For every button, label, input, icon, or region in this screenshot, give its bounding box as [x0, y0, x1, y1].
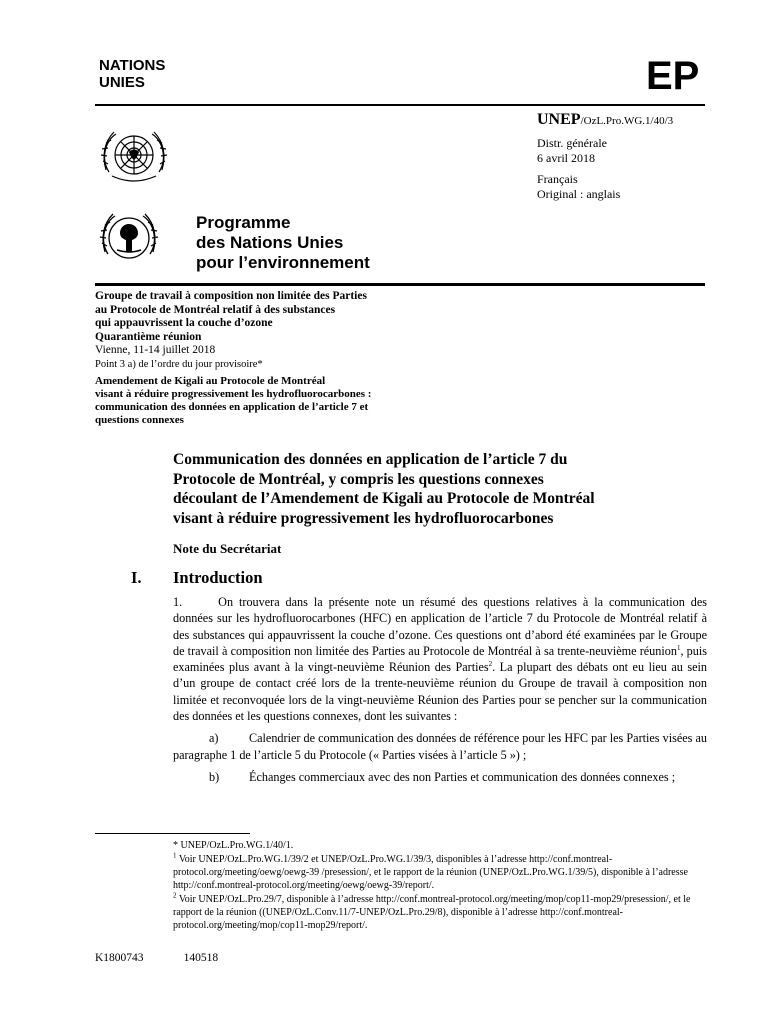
footnote-1	[173, 853, 703, 892]
paragraph-text-part-2: , puis examinées plus avant à la vingt-neuvième Réunion des Parties	[173, 643, 707, 675]
meeting-line-3: qui appauvrissent la couche d’ozone	[95, 317, 273, 329]
paragraph-1	[173, 594, 707, 724]
agenda-line-4: questions connexes	[95, 414, 184, 426]
meeting-info	[95, 290, 435, 371]
symbol-rest: /OzL.Pro.WG.1/40/3	[580, 115, 674, 127]
footnote-ref-1: 1	[676, 643, 681, 652]
title-line-2: Protocole de Montréal, y compris les questions connexes	[173, 470, 544, 488]
subitem-text: Calendrier de communication des données de référence pour les HFC par les Parties visées au paragraphe 1 de l’article 5 du Protocole (« Parties visées à l’article 5 ») ;	[173, 731, 707, 762]
footnote-mark-2: 2	[173, 891, 177, 900]
title-line-1: Communication des données en application de l’article 7 du	[173, 451, 568, 468]
document-language: Français	[537, 172, 578, 186]
agenda-point: Point 3 a) de l’ordre du jour provisoire*	[95, 358, 263, 370]
un-emblem-icon	[96, 126, 172, 190]
document-symbol	[537, 111, 673, 129]
agenda-line-3: communication des données en application de l’article 7 et	[95, 401, 369, 413]
subitem-letter: a)	[209, 731, 219, 746]
footnote-2	[173, 893, 703, 932]
program-line-3: pour l’environnement	[196, 253, 370, 272]
language-code: EP	[646, 54, 700, 98]
body-text	[173, 594, 707, 791]
job-number: K1800743	[95, 952, 144, 964]
header-rule	[95, 104, 705, 106]
subitem-a	[173, 730, 707, 763]
organization-name	[99, 57, 165, 91]
paragraph-text-part-1: On trouvera dans la présente note un résumé des questions relatives à la communication des données sur les hydrofluorocarbones (HFC) en application de l’article 7 du Protocole de Montréal relatif à des substances qui appauvrissent la couche d’ozone. Ces questions ont d’abord été examinées par le Groupe de travail à composition non limitée des Parties au Protocole de Montréal à sa trente-neuvième réunion	[173, 595, 707, 658]
footnote-mark-1: 1	[173, 851, 177, 860]
footnote-2-text: Voir UNEP/OzL.Pro.29/7, disponible à l’adresse http://conf.montreal-protocol.org/meeting/mop/cop11-mop29/presession/, et le rapport de la réunion ((UNEP/OzL.Conv.11/7-UNEP/OzL.Pro.29/8), disponible à l’adresse http://conf.montreal-protocol.org/meeting/mop/cop11-mop29/report/.	[173, 894, 691, 931]
footnote-rule	[95, 833, 250, 834]
symbol-main: UNEP	[537, 111, 581, 128]
original-language: Original : anglais	[537, 187, 621, 201]
agenda-line-2: visant à réduire progressivement les hydrofluorocarbones :	[95, 388, 372, 400]
meeting-session: Quarantième réunion	[95, 330, 202, 343]
subitem-text: Échanges commerciaux avec des non Parties et communication des données connexes ;	[249, 769, 676, 784]
org-line-1: NATIONS	[99, 57, 166, 74]
footer-code: 140518	[183, 952, 219, 964]
program-line-2: des Nations Unies	[196, 233, 344, 252]
distribution-info	[537, 136, 620, 202]
paragraph-number: 1.	[173, 595, 183, 609]
document-date: 6 avril 2018	[537, 151, 595, 165]
agenda-item-title	[95, 375, 495, 427]
footnote-1-text: Voir UNEP/OzL.Pro.WG.1/39/2 et UNEP/OzL.Pro.WG.1/39/3, disponibles à l’adresse http://conf.montreal-protocol.org/meeting/oewg/oewg-39 /presession/, et le rapport de la réunion (UNEP/OzL.Pro.WG.1/39/5), disponible à l’adresse http://conf.montreal-protocol.org/meeting/oewg/oewg-39/report/.	[173, 854, 688, 891]
title-line-3: découlant de l’Amendement de Kigali au Protocole de Montréal	[173, 490, 595, 507]
title-line-4: visant à réduire progressivement les hydrofluorocarbones	[173, 509, 554, 527]
org-line-2: UNIES	[99, 74, 145, 91]
paragraph-text-part-3: . La plupart des débats ont eu lieu au sein d’un groupe de contact créé lors de la trente-neuvième réunion du Groupe de travail à composition non limitée et reconvoquée lors de la vingt-neuvième Réunion des Parties pour se pencher sur la communication des données et les questions connexes, dont les suivantes :	[173, 660, 707, 724]
page-footer	[95, 952, 258, 964]
document-title	[173, 450, 693, 528]
program-name	[196, 213, 370, 273]
meeting-line-2: au Protocole de Montréal relatif à des substances	[95, 303, 336, 316]
footnote-ref-2: 2	[488, 660, 493, 669]
meeting-venue: Vienne, 11-14 juillet 2018	[95, 344, 216, 356]
meeting-line-1: Groupe de travail à composition non limitée des Parties	[95, 290, 367, 302]
footnotes	[173, 839, 703, 933]
program-line-1: Programme	[196, 213, 291, 232]
unep-emblem-icon	[99, 208, 159, 268]
note-heading: Note du Secrétariat	[173, 541, 282, 556]
agenda-line-1: Amendement de Kigali au Protocole de Montréal	[95, 375, 326, 387]
section-title: Introduction	[173, 568, 263, 587]
subitem-b	[173, 769, 707, 785]
distribution: Distr. générale	[537, 136, 607, 150]
section-number: I.	[131, 568, 142, 587]
section-rule	[95, 283, 705, 286]
footnote-star: * UNEP/OzL.Pro.WG.1/40/1.	[173, 840, 294, 851]
subitem-letter: b)	[209, 769, 220, 784]
